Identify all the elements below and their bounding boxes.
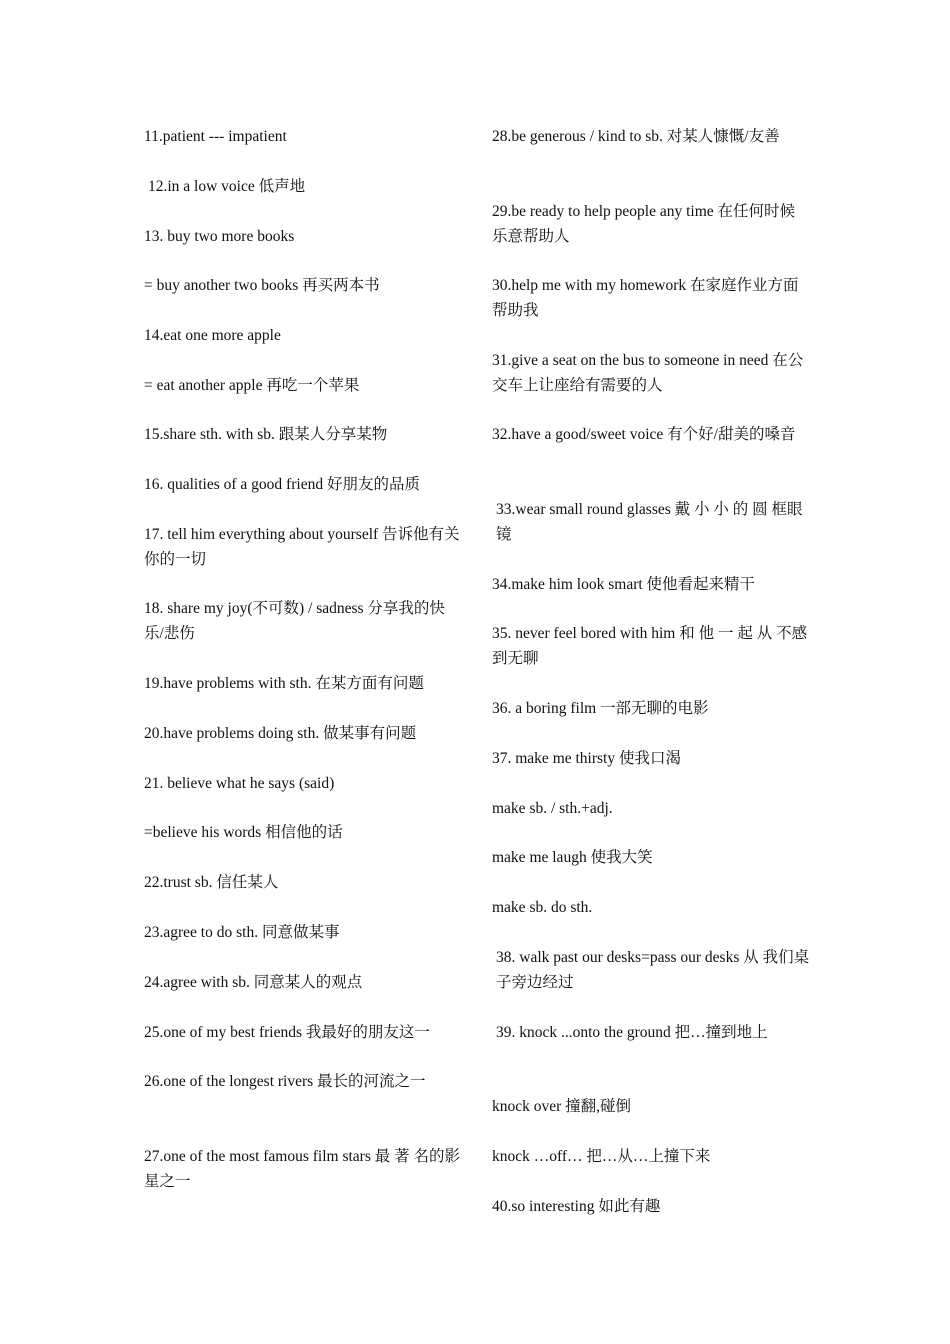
vocab-entry: 16. qualities of a good friend 好朋友的品质 [144,476,420,493]
vocab-entry: 31.give a seat on the bus to someone in need 在公交车上让座给有需要的人 [492,352,804,394]
vocab-entry: 24.agree with sb. 同意某人的观点 [144,974,363,991]
vocab-entry: =believe his words 相信他的话 [144,824,343,841]
vocab-entry: 36. a boring film 一部无聊的电影 [492,700,709,717]
vocab-entry: 18. share my joy(不可数) / sadness 分享我的快乐/悲伤 [144,600,445,642]
vocab-entry: 19.have problems with sth. 在某方面有问题 [144,675,424,692]
vocab-entry: 13. buy two more books [144,228,295,245]
vocab-entry: make me laugh 使我大笑 [492,849,653,866]
vocab-entry: knock over 撞翻,碰倒 [492,1098,632,1115]
vocab-entry: 23.agree to do sth. 同意做某事 [144,924,340,941]
vocab-entry: 38. walk past our desks=pass our desks 从 我们桌子旁边经过 [496,949,810,991]
vocab-entry: make sb. do sth. [492,899,593,916]
vocab-entry: 11.patient --- impatient [144,128,287,145]
vocab-entry: 15.share sth. with sb. 跟某人分享某物 [144,426,388,443]
vocab-entry: 37. make me thirsty 使我口渴 [492,750,681,767]
vocab-entry: make sb. / sth.+adj. [492,800,613,817]
vocab-entry: 33.wear small round glasses 戴 小 小 的 圆 框眼镜 [496,501,803,543]
vocab-entry: 29.be ready to help people any time 在任何时候乐意帮助人 [492,203,796,245]
vocab-entry: 28.be generous / kind to sb. 对某人慷慨/友善 [492,128,780,145]
vocab-entry: 30.help me with my homework 在家庭作业方面帮助我 [492,277,799,319]
vocab-entry: 39. knock ...onto the ground 把…撞到地上 [496,1024,768,1041]
vocab-entry: 17. tell him everything about yourself 告诉他有关你的一切 [144,526,460,568]
vocab-entry: 12.in a low voice 低声地 [148,178,306,195]
vocab-entry: 40.so interesting 如此有趣 [492,1198,661,1215]
vocab-entry: 14.eat one more apple [144,327,281,344]
vocab-entry: 27.one of the most famous film stars 最 著 名的影星之一 [144,1148,460,1190]
vocab-entry: 25.one of my best friends 我最好的朋友这一 [144,1024,430,1041]
vocab-entry: 32.have a good/sweet voice 有个好/甜美的嗓音 [492,426,796,443]
vocab-entry: 21. believe what he says (said) [144,775,335,792]
vocab-entry: 35. never feel bored with him 和 他 一 起 从 不感到无聊 [492,625,808,667]
vocab-entry: = buy another two books 再买两本书 [144,277,380,294]
vocab-entry: 26.one of the longest rivers 最长的河流之一 [144,1073,426,1090]
vocab-entry: 20.have problems doing sth. 做某事有问题 [144,725,417,742]
vocab-entry: = eat another apple 再吃一个苹果 [144,377,360,394]
vocab-entry: 22.trust sb. 信任某人 [144,874,279,891]
vocab-entry: knock …off… 把…从…上撞下来 [492,1148,711,1165]
vocab-entry: 34.make him look smart 使他看起来精干 [492,576,756,593]
